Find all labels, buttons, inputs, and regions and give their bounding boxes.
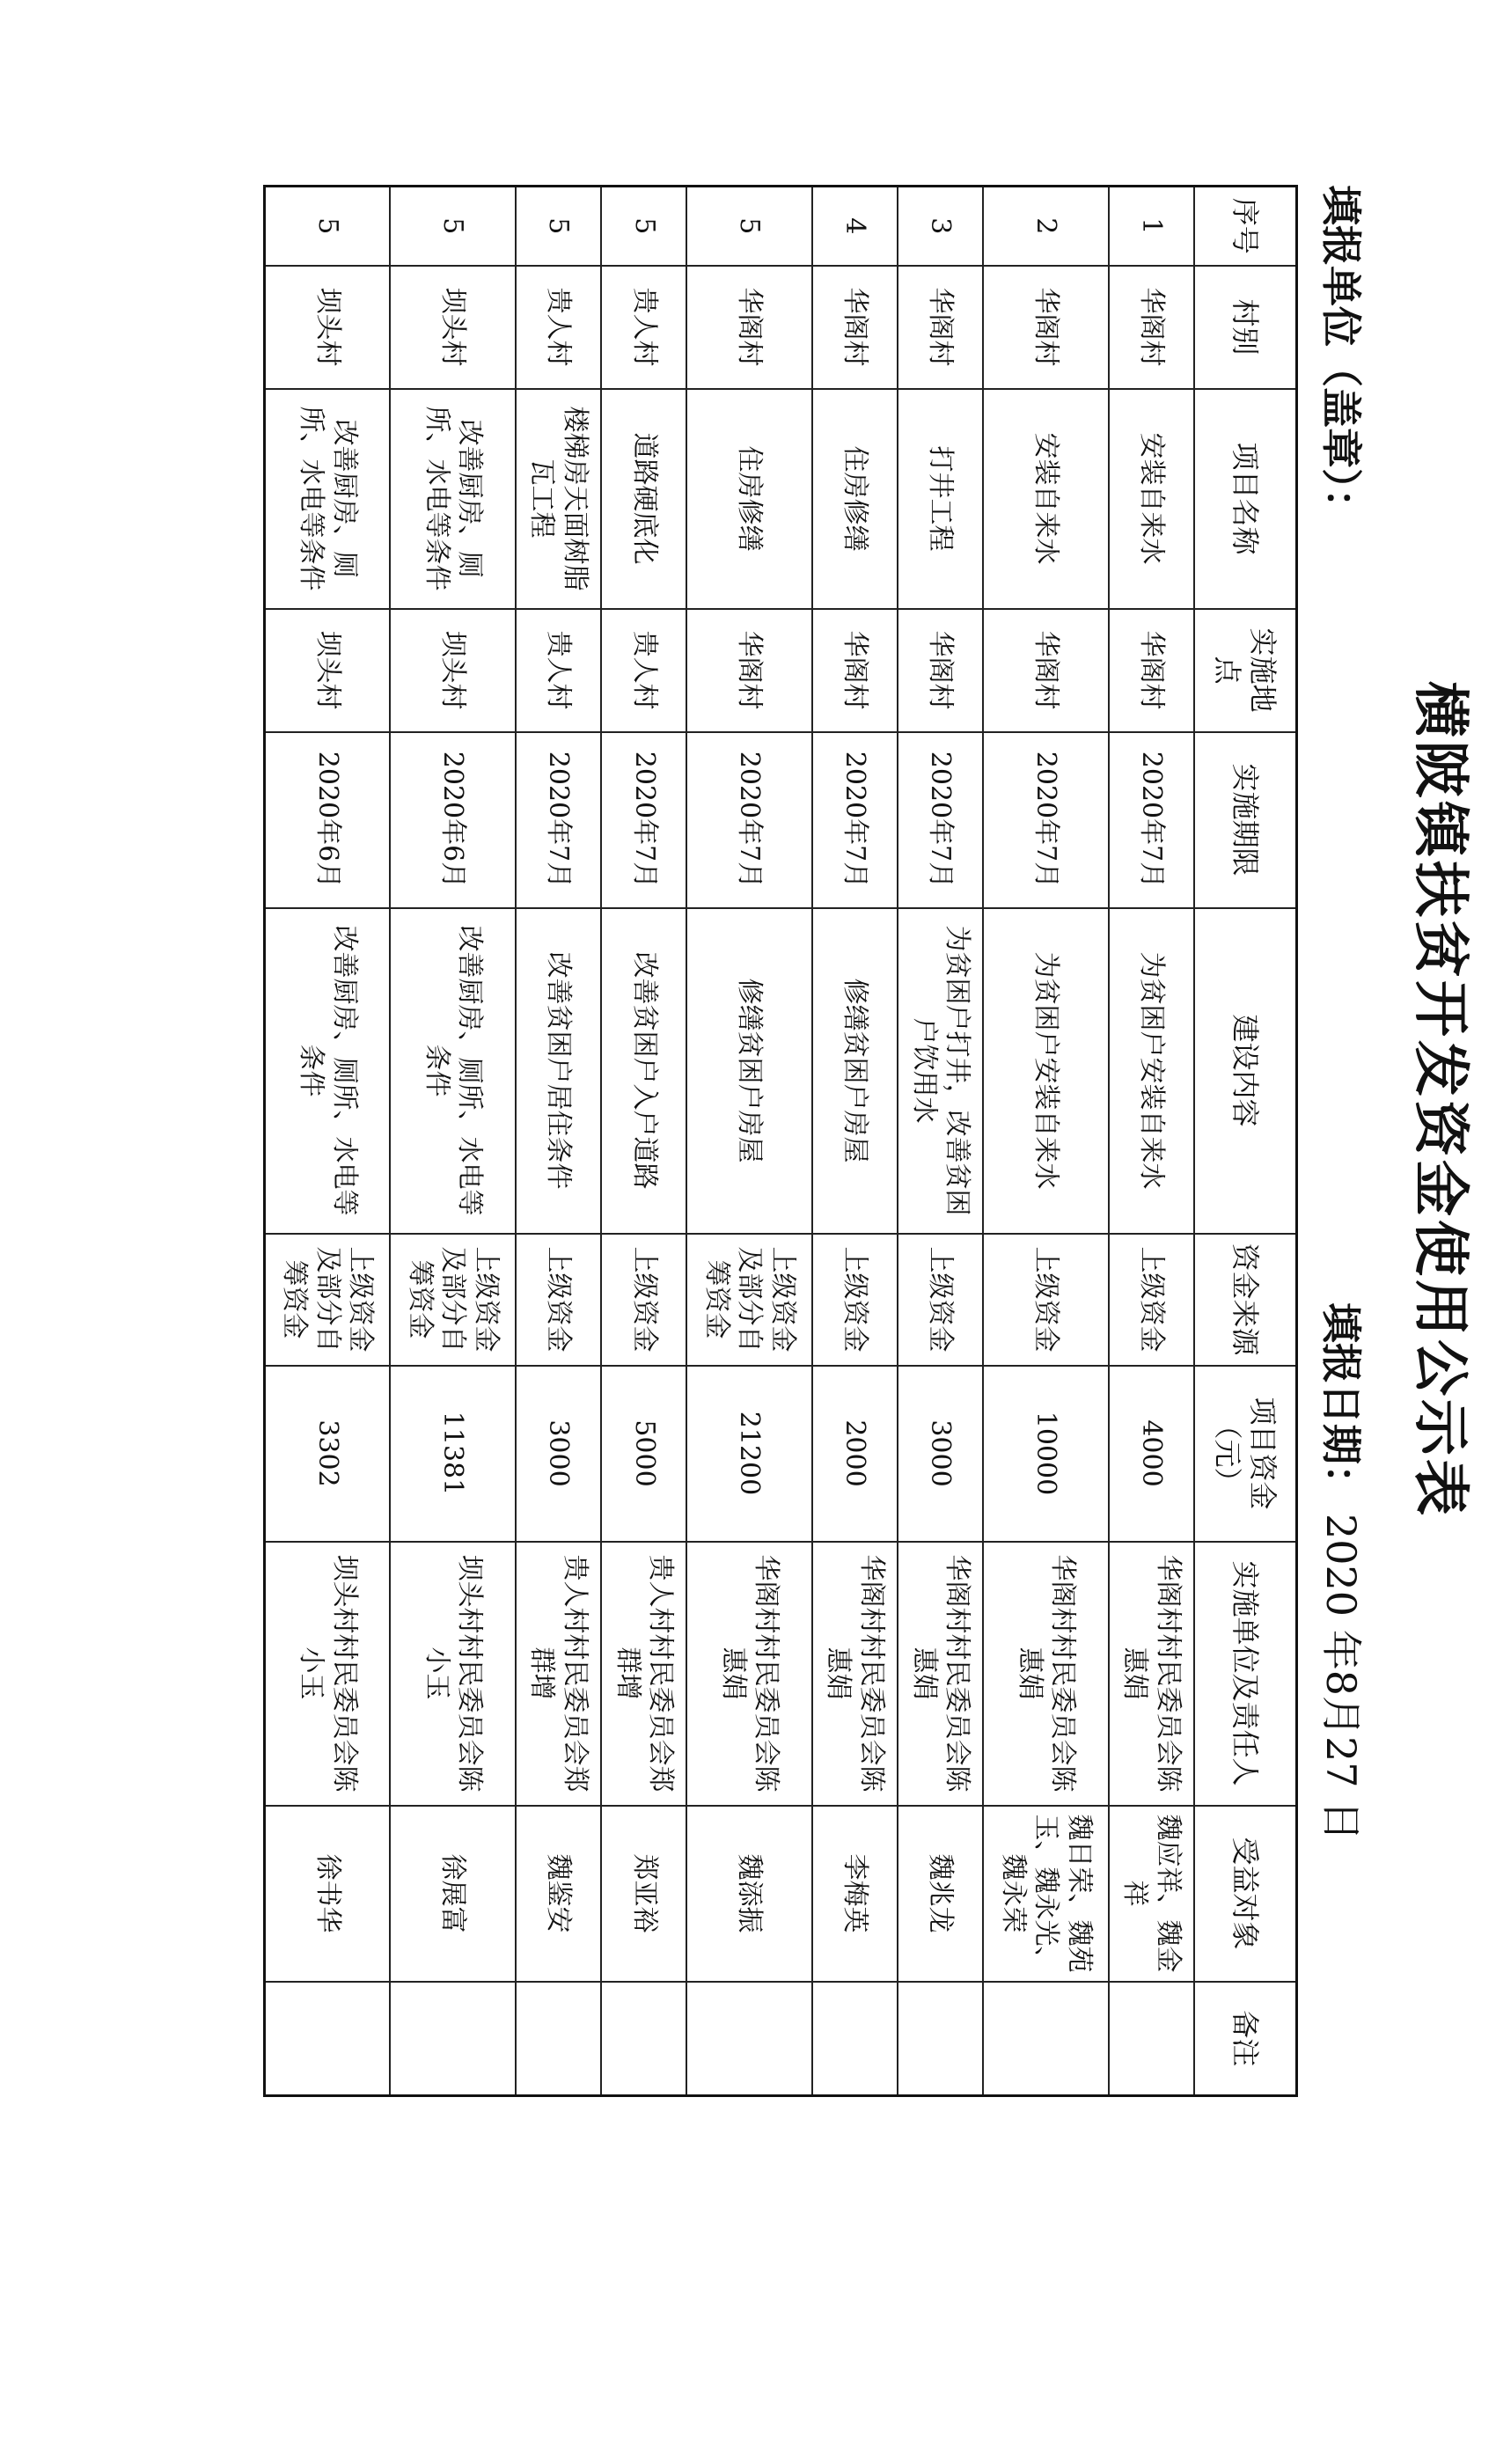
table-cell: 2020年6月: [265, 732, 391, 908]
table-cell: 为贫困户安装自来水: [1109, 908, 1194, 1234]
table-cell: 1: [1109, 187, 1194, 266]
table-cell: [898, 1982, 983, 2096]
table-cell: 贵人村: [601, 266, 686, 389]
table-cell: 改善贫困户居住条件: [516, 908, 601, 1234]
table-cell: 修缮贫困户房屋: [812, 908, 898, 1234]
table-cell: 改善厨房、厕所、水电等条件: [265, 389, 391, 609]
table-cell: 5: [601, 187, 686, 266]
table-cell: 3302: [265, 1366, 391, 1542]
header-cell: 实施单位及责任人: [1194, 1542, 1297, 1806]
table-cell: 贵人村村民委员会郑群增: [601, 1542, 686, 1806]
table-cell: 上级资金: [983, 1234, 1108, 1366]
document-sheet: [220, 35, 1496, 2165]
table-cell: 华阁村: [898, 266, 983, 389]
table-cell: 10000: [983, 1366, 1108, 1542]
table-cell: 坝头村: [265, 609, 391, 732]
table-cell: 坝头村: [390, 609, 515, 732]
table-body: [265, 187, 1195, 2096]
table-cell: 徐书华: [265, 1806, 391, 1982]
header-cell: 序号: [1194, 187, 1297, 266]
table-cell: 安装自来水: [983, 389, 1108, 609]
table-row: [1109, 187, 1194, 2096]
table-cell: [983, 1982, 1108, 2096]
table-cell: 徐展富: [390, 1806, 515, 1982]
table-cell: [516, 1982, 601, 2096]
table-cell: 住房修缮: [686, 389, 811, 609]
table-cell: [601, 1982, 686, 2096]
table-cell: [686, 1982, 811, 2096]
table-cell: 贵人村: [516, 266, 601, 389]
table-row: [601, 187, 686, 2096]
table-cell: 上级资金及部分自筹资金: [390, 1234, 515, 1366]
table-cell: 魏鉴安: [516, 1806, 601, 1982]
table-cell: 华阁村: [686, 266, 811, 389]
table-row: [516, 187, 601, 2096]
table-row: [983, 187, 1108, 2096]
table-cell: 坝头村: [390, 266, 515, 389]
table-cell: 2020年7月: [812, 732, 898, 908]
table-cell: 上级资金: [1109, 1234, 1194, 1366]
table-cell: 4000: [1109, 1366, 1194, 1542]
table-cell: 上级资金: [898, 1234, 983, 1366]
table-cell: 改善厨房、厕所、水电等条件: [390, 908, 515, 1234]
table-cell: 3000: [898, 1366, 983, 1542]
table-cell: 4: [812, 187, 898, 266]
table-cell: 华阁村: [1109, 609, 1194, 732]
table-cell: 坝头村: [265, 266, 391, 389]
table-cell: 贵人村: [516, 609, 601, 732]
table-cell: 3: [898, 187, 983, 266]
header-cell: 备注: [1194, 1982, 1297, 2096]
table-cell: 打井工程: [898, 389, 983, 609]
table-cell: 修缮贫困户房屋: [686, 908, 811, 1234]
table-cell: 改善贫困户入户道路: [601, 908, 686, 1234]
table-cell: 上级资金: [812, 1234, 898, 1366]
table-cell: 2020年7月: [983, 732, 1108, 908]
header-cell: 项目资金（元）: [1194, 1366, 1297, 1542]
table-cell: 5: [686, 187, 811, 266]
table-cell: 2020年6月: [390, 732, 515, 908]
table-cell: [265, 1982, 391, 2096]
table-cell: 3000: [516, 1366, 601, 1542]
table-header-row: [1194, 187, 1297, 2096]
table-cell: 2020年7月: [601, 732, 686, 908]
table-cell: 道路硬底化: [601, 389, 686, 609]
table-cell: 华阁村村民委员会陈惠娟: [812, 1542, 898, 1806]
table-cell: 2: [983, 187, 1108, 266]
table-cell: 华阁村: [686, 609, 811, 732]
document-title: 横陂镇扶贫开发资金使用公示表: [1407, 681, 1473, 1519]
table-cell: 改善厨房、厕所、水电等条件: [390, 389, 515, 609]
table-cell: 5: [516, 187, 601, 266]
table-cell: 2020年7月: [1109, 732, 1194, 908]
table-cell: 2000: [812, 1366, 898, 1542]
date-value: 2020 年8月27 日: [1317, 1514, 1365, 1842]
fund-usage-table: [263, 185, 1298, 2097]
table-cell: 2020年7月: [898, 732, 983, 908]
table-cell: 上级资金及部分自筹资金: [265, 1234, 391, 1366]
table-cell: 华阁村: [983, 266, 1108, 389]
table-cell: [812, 1982, 898, 2096]
table-cell: [390, 1982, 515, 2096]
unit-label: 填报单位（盖章）：: [1317, 185, 1365, 529]
table-cell: 11381: [390, 1366, 515, 1542]
table-cell: 21200: [686, 1366, 811, 1542]
header-cell: 受益对象: [1194, 1806, 1297, 1982]
table-cell: 贵人村村民委员会郑群增: [516, 1542, 601, 1806]
table-cell: 魏添振: [686, 1806, 811, 1982]
table-cell: [1109, 1982, 1194, 2096]
table-cell: 2020年7月: [686, 732, 811, 908]
table-cell: 坝头村村民委员会陈小玉: [265, 1542, 391, 1806]
table-cell: 5: [390, 187, 515, 266]
table-cell: 5: [265, 187, 391, 266]
table-cell: 魏兆龙: [898, 1806, 983, 1982]
table-cell: 楼梯房天面树脂瓦工程: [516, 389, 601, 609]
header-cell: 建设内容: [1194, 908, 1297, 1234]
table-cell: 华阁村: [983, 609, 1108, 732]
table-cell: 坝头村村民委员会陈小玉: [390, 1542, 515, 1806]
table-row: [898, 187, 983, 2096]
table-cell: 贵人村: [601, 609, 686, 732]
table-cell: 华阁村村民委员会陈惠娟: [898, 1542, 983, 1806]
table-cell: 上级资金及部分自筹资金: [686, 1234, 811, 1366]
header-cell: 实施期限: [1194, 732, 1297, 908]
table-row: [265, 187, 391, 2096]
table-cell: 为贫困户打井，改善贫困户饮用水: [898, 908, 983, 1234]
table-cell: 魏应祥、魏金祥: [1109, 1806, 1194, 1982]
header-cell: 项目名称: [1194, 389, 1297, 609]
table-cell: 上级资金: [516, 1234, 601, 1366]
table-cell: 住房修缮: [812, 389, 898, 609]
table-cell: 郑亚裕: [601, 1806, 686, 1982]
table-row: [390, 187, 515, 2096]
table-cell: 上级资金: [601, 1234, 686, 1366]
date-label: 填报日期：: [1317, 1302, 1365, 1505]
header-cell: 资金来源: [1194, 1234, 1297, 1366]
table-row: [812, 187, 898, 2096]
table-cell: 华阁村: [1109, 266, 1194, 389]
table-cell: 5000: [601, 1366, 686, 1542]
table-row: [686, 187, 811, 2096]
table-cell: 魏日荣、魏苑玉、魏永光、魏永荣: [983, 1806, 1108, 1982]
table-cell: 华阁村: [898, 609, 983, 732]
table-cell: 改善厨房、厕所、水电等条件: [265, 908, 391, 1234]
table-cell: 华阁村村民委员会陈惠娟: [1109, 1542, 1194, 1806]
table-cell: 2020年7月: [516, 732, 601, 908]
table-cell: 安装自来水: [1109, 389, 1194, 609]
table-cell: 为贫困户安装自来水: [983, 908, 1108, 1234]
table-cell: 华阁村: [812, 266, 898, 389]
table-cell: 李梅英: [812, 1806, 898, 1982]
table-cell: 华阁村村民委员会陈惠娟: [686, 1542, 811, 1806]
table-cell: 华阁村: [812, 609, 898, 732]
header-cell: 村别: [1194, 266, 1297, 389]
header-cell: 实施地点: [1194, 609, 1297, 732]
table-cell: 华阁村村民委员会陈惠娟: [983, 1542, 1108, 1806]
